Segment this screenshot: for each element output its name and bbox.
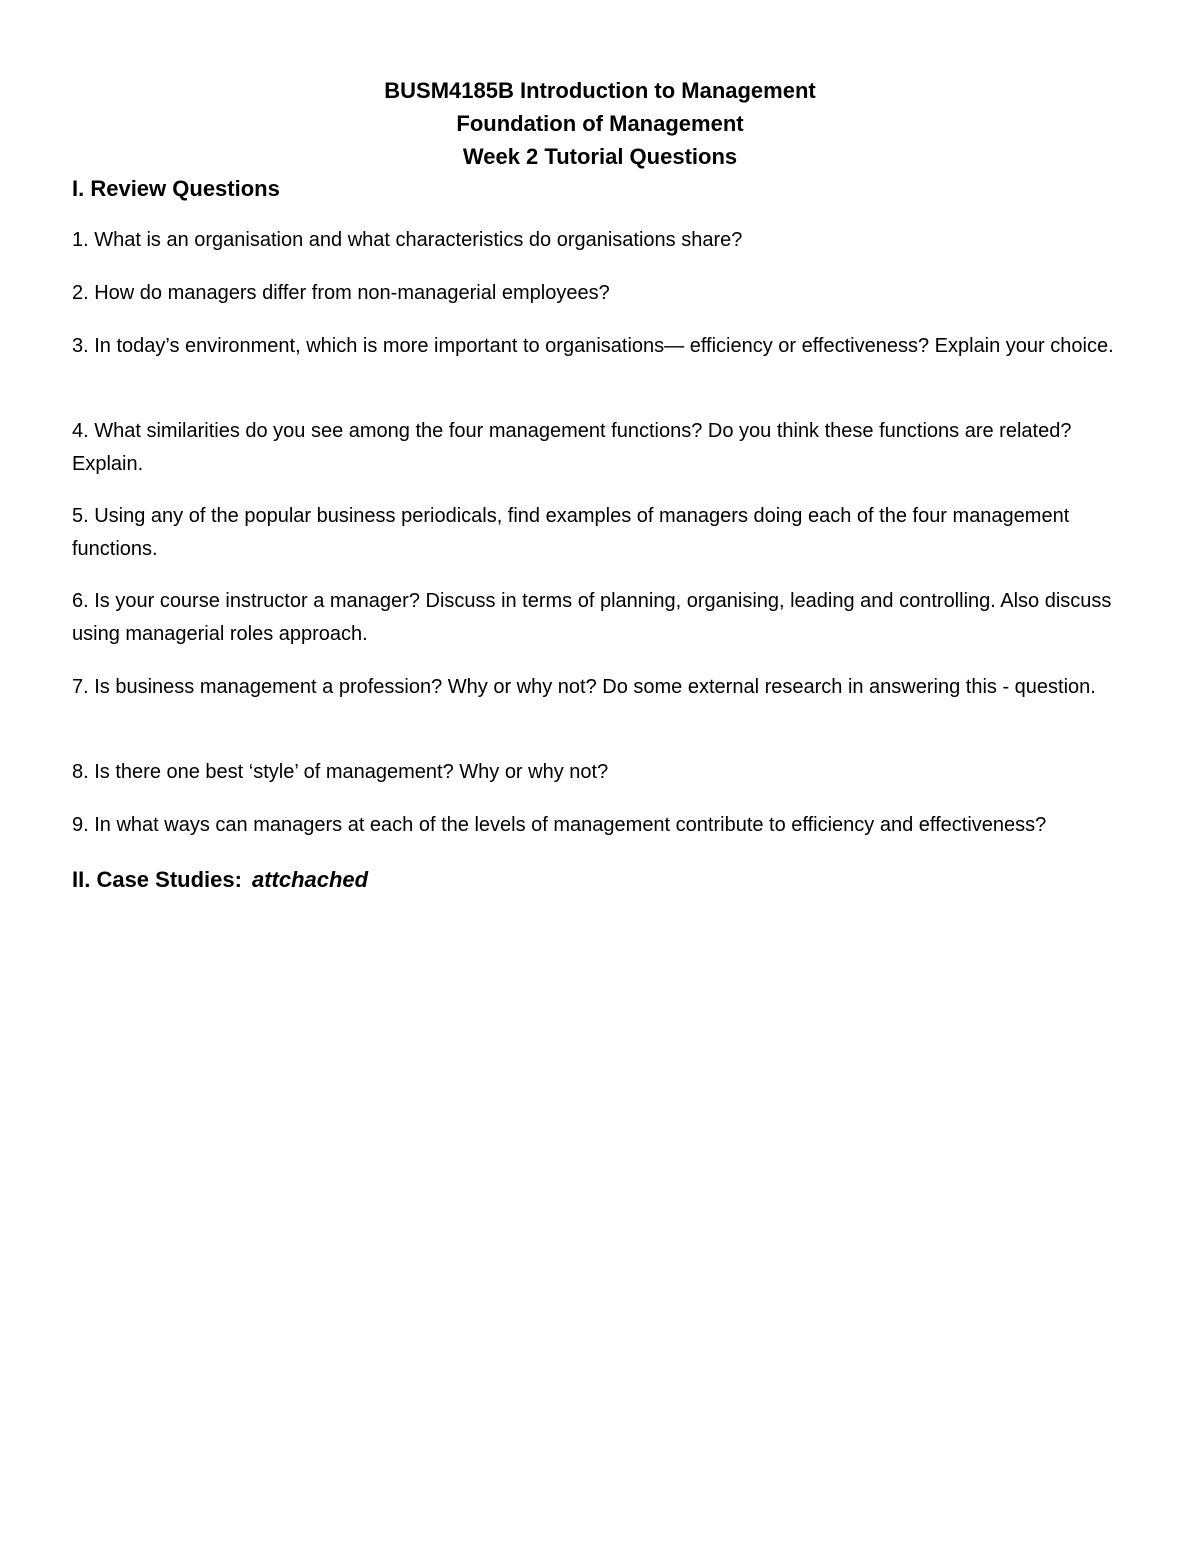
document-header xyxy=(0,74,1200,173)
question-1: 1. What is an organisation and what characteristics do organisations share? xyxy=(72,229,743,251)
question-6: 6. Is your course instructor a manager? Discuss in terms of planning, organising, leading and controlling. Also discuss using managerial roles approach. xyxy=(72,590,1112,645)
question-9: 9. In what ways can managers at each of the levels of management contribute to efficiency and effectiveness? xyxy=(72,814,1047,836)
question-4: 4. What similarities do you see among the four management functions? Do you think these functions are related? Explain. xyxy=(72,420,1072,475)
question-7: 7. Is business management a profession? Why or why not? Do some external research in answering this - question. xyxy=(72,676,1096,698)
review-questions-heading: I. Review Questions xyxy=(72,176,280,201)
course-title: BUSM4185B Introduction to Management xyxy=(384,78,816,103)
question-3: 3. In today’s environment, which is more important to organisations— efficiency or effectiveness? Explain your choice. xyxy=(72,335,1114,357)
question-8: 8. Is there one best ‘style’ of management? Why or why not? xyxy=(72,761,609,783)
question-5: 5. Using any of the popular business periodicals, find examples of managers doing each of the four management functions. xyxy=(72,505,1070,560)
question-2: 2. How do managers differ from non-managerial employees? xyxy=(72,282,610,304)
case-studies-heading xyxy=(72,865,368,895)
document-subtitle: Foundation of Management xyxy=(456,111,744,136)
case-studies-label: II. Case Studies: xyxy=(72,867,242,892)
case-studies-value: attchached xyxy=(251,867,369,892)
week-title: Week 2 Tutorial Questions xyxy=(462,144,738,169)
